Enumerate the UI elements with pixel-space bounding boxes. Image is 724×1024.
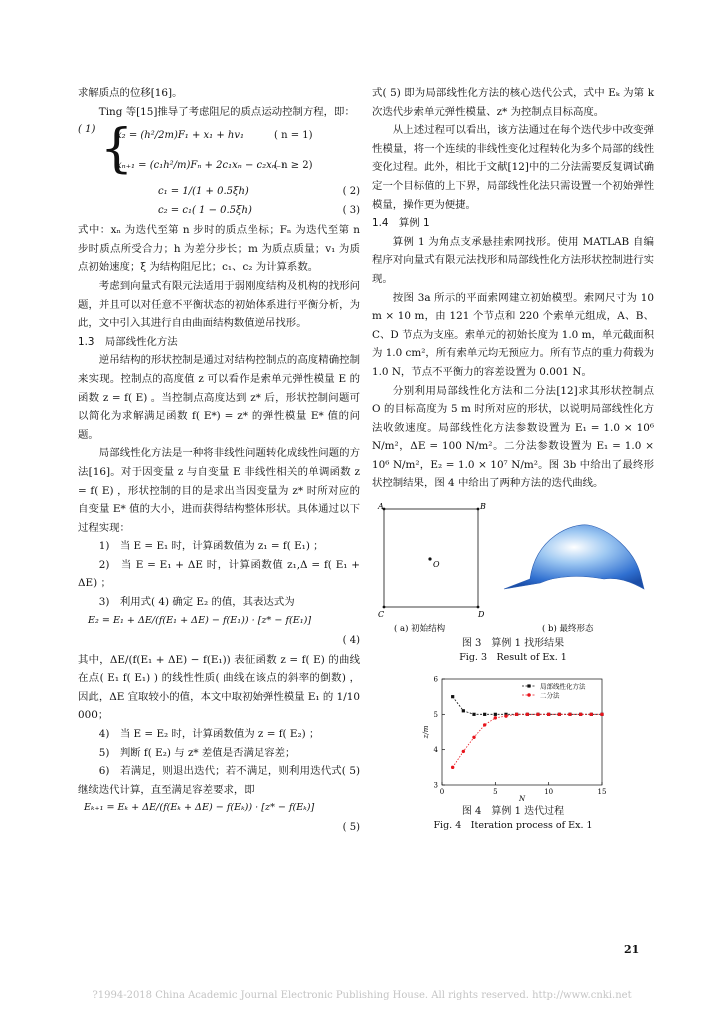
legend-label-1: 局部线性化方法 [540, 682, 586, 691]
data-point-series-2 [472, 736, 475, 739]
equation-3 [78, 202, 360, 221]
right-paragraph-5: 分别利用局部线性化方法和二分法[12]求其形状控制点 O 的目标高度为 5 m 时所对应的形状，以说明局部线性化方法收敛速度。局部线性化方法参数设置为 E₁ = 1.0 × 10⁶ N/m²，ΔE = 100 N/m²。二分法参数设置为 E₁ = 1.0 × 10⁶ N/m²，E₂ = 1.0 × 10⁷ N/m²。图 3b 中给出了最终形状控制结果，图 4 中给出了两种方法的迭代曲线。 [372, 384, 654, 490]
data-point-series-2 [600, 713, 603, 716]
equation-5-body: Eₖ₊₁ = Eₖ + ΔE/(f(Eₖ + ΔE) − f(Eₖ)) · [z* − f(Eₖ)] [84, 802, 315, 814]
left-paragraph-5: 逆吊结构的形状控制是通过对结构控制点的高度精确控制来实现。控制点的高度值 z 可以看作是索单元弹性模量 E 的函数 z = f( E) 。当控制点高度达到 z* 后，形状控制问题可以简化为求解满足函数 f( E*) = z* 的弹性模量 E* 值的问题。 [78, 354, 360, 441]
figure-3-caption-cn: 图 3 算例 1 找形结果 [461, 638, 565, 650]
figure-3a-label: ( a) 初始结构 [394, 624, 446, 635]
equation-4-body: E₂ = E₁ + ΔE/(f(E₁ + ΔE) − f(E₁)) · [z* − f(E₁)] [88, 614, 312, 626]
left-column [78, 84, 360, 838]
x-axis-label: N [518, 795, 526, 802]
equation-2-body: c₁ = 1/(1 + 0.5ξh) [158, 186, 249, 198]
equation-2-number: ( 2) [342, 186, 360, 198]
figure-3 [372, 503, 654, 635]
y-tick-label: 3 [433, 781, 438, 790]
left-paragraph-1: 求解质点的位移[16]。 [78, 87, 183, 99]
data-point-series-2 [515, 713, 518, 716]
right-paragraph-3: 算例 1 为角点支承悬挂索网找形。使用 MATLAB 自编程序对向量式有限元法找形和局部线性化方法形状控制进行实现。 [372, 235, 654, 285]
right-column [372, 84, 654, 833]
footer-copyright: ?1994-2018 China Academic Journal Electronic Publishing House. All rights reserved. http://www.cnki.net [92, 990, 632, 1001]
equation-4 [78, 612, 360, 632]
right-paragraph-2: 从上述过程可以看出，该方法通过在每个迭代步中改变弹性模量，将一个连续的非线性变化过程转化为多个局部的线性变化过程。此外，相比于文献[12]中的二分法需要反复调试确定一个目标值的上下界，局部线性化法只需设置一个初始弹性模量，操作更为便捷。 [372, 124, 654, 211]
equation-4-number: ( 4) [342, 634, 360, 646]
label-d: D [478, 610, 485, 620]
data-point-series-1 [483, 713, 486, 716]
step-1: 1) 当 E = E₁ 时，计算函数值为 z₁ = f( E₁) ； [98, 540, 324, 553]
figure-4-chart [372, 673, 654, 801]
right-paragraph-1: 式( 5) 即为局部线性化方法的核心迭代公式，式中 Eₖ 为第 k 次迭代步索单元弹性模量、z* 为控制点目标高度。 [372, 87, 654, 118]
step-4: 4) 当 E = E₂ 时，计算函数值为 z = f( E₂) ； [98, 728, 320, 741]
figure-4-caption-en: Fig. 4 Iteration process of Ex. 1 [433, 820, 593, 832]
right-paragraph-4: 按图 3a 所示的平面索网建立初始模型。索网尺寸为 10 m × 10 m，由 121 个节点和 220 个索单元组成，A、B、C、D 节点为支座。索单元的初始长度为 1.0 m，单元截面积为 1.0 cm²，所有索单元均无预应力。所有节点的重力荷载为 1.0 N，节点不平衡力的容差设置为 0.001 N。 [372, 291, 654, 378]
data-point-series-1 [472, 713, 475, 716]
data-point-series-2 [494, 716, 497, 719]
left-paragraph-6: 局部线性化方法是一种将非线性问题转化成线性问题的方法[16]。对于因变量 z 与自变量 E 非线性相关的单调函数 z = f( E) ，形状控制的目的是求出当因变量为 z* 时所对应的自变量 E* 值的大小，进而获得结构整体形状。具体通过以下过程实现： [78, 447, 360, 534]
section-heading-1-3: 1.3 局部线性化方法 [78, 335, 178, 348]
equation-1-number: ( 1) [78, 124, 96, 136]
series-line-1 [453, 697, 602, 715]
equation-1b-condition: ( n ≥ 2) [274, 160, 313, 172]
data-point-series-2 [483, 723, 486, 726]
data-point-series-1 [462, 709, 465, 712]
data-point-series-2 [558, 713, 561, 716]
figure-4-caption-cn: 图 4 算例 1 迭代过程 [461, 806, 565, 818]
equation-brace: { [100, 119, 134, 180]
x-tick-label: 5 [493, 788, 498, 797]
support-d-point [477, 606, 480, 609]
x-tick-label: 10 [544, 788, 554, 797]
final-shape-dome [504, 525, 644, 589]
data-point-series-2 [462, 750, 465, 753]
figure-3b-label: ( b) 最终形态 [542, 624, 594, 635]
data-point-series-1 [494, 713, 497, 716]
equation-3-number: ( 3) [342, 205, 360, 217]
data-point-series-1 [451, 695, 454, 698]
data-point-series-2 [536, 713, 539, 716]
equation-5-number-row [78, 819, 360, 838]
y-axis-label: z/m [422, 725, 430, 739]
left-paragraph-4: 考虑到向量式有限元法适用于弱刚度结构及机构的找形问题，并且可以对任意不平衡状态的初始体系进行平衡分析，为此，文中引入其进行自由曲面结构数值逆吊找形。 [78, 279, 360, 330]
y-tick-label: 6 [433, 675, 438, 684]
y-tick-label: 5 [433, 710, 438, 719]
label-c: C [378, 610, 385, 620]
left-paragraph-7: 其中，ΔE/(f(E₁ + ΔE) − f(E₁)) 表征函数 z = f( E) 的曲线在点( E₁ f( E₁) ) 的线性性质( 曲线在该点的斜率的倒数) ，因此，ΔE 宜取较小的值，本文中取初始弹性模量 E₁ 的 1/10 000； [78, 653, 360, 722]
step-6: 6) 若满足，则退出迭代；若不满足，则利用迭代式( 5) 继续迭代计算，直至满足容差要求，即 [78, 765, 360, 796]
support-b-point [477, 508, 480, 511]
data-point-series-2 [568, 713, 571, 716]
x-tick-label: 0 [439, 788, 445, 797]
data-point-series-2 [451, 766, 454, 769]
equation-1a: x₂ = (h²/2m)F₁ + x₁ + hv₁ [116, 130, 245, 142]
step-3: 3) 利用式( 4) 确定 E₂ 的值，其表达式为 [98, 596, 295, 609]
equation-1b: xₙ₊₁ = (c₁h²/m)Fₙ + 2c₁xₙ − c₂xₙ₋₁ [116, 160, 286, 172]
data-point-series-2 [590, 713, 593, 716]
equation-5-number: ( 5) [342, 822, 360, 834]
control-point-o [428, 557, 431, 560]
figure-3-graphic [372, 503, 654, 635]
data-point-series-2 [504, 714, 507, 717]
step-2: 2) 当 E = E₁ + ΔE 时，计算函数值 z₁,Δ = f( E₁ + ΔE) ； [78, 558, 360, 590]
legend-label-2: 二分法 [540, 691, 560, 700]
equation-1a-condition: ( n = 1) [274, 130, 313, 142]
data-point-series-2 [579, 713, 582, 716]
left-paragraph-2: Ting 等[15]推导了考虑阻尼的质点运动控制方程，即： [98, 105, 355, 118]
legend-marker-2 [527, 693, 530, 696]
equation-1 [78, 121, 360, 183]
equation-5 [78, 799, 360, 819]
equation-3-body: c₂ = c₁( 1 − 0.5ξh) [158, 205, 252, 217]
equation-4-number-row [78, 632, 360, 651]
data-point-series-2 [547, 713, 550, 716]
y-tick-label: 4 [433, 746, 438, 755]
support-c-point [383, 606, 386, 609]
section-heading-1-4: 1.4 算例 1 [372, 217, 430, 230]
data-point-series-2 [526, 713, 529, 716]
series-line-2 [453, 714, 602, 767]
x-tick-label: 15 [597, 788, 607, 797]
equation-2 [78, 183, 360, 202]
figure-3-caption-en: Fig. 3 Result of Ex. 1 [459, 652, 567, 664]
legend-marker-1 [527, 684, 530, 687]
label-a: A [378, 503, 384, 512]
page-number: 21 [624, 943, 640, 956]
label-b: B [480, 503, 486, 512]
label-o: O [433, 560, 440, 570]
figure-4 [372, 673, 654, 801]
left-paragraph-3: 式中：xₙ 为迭代至第 n 步时的质点坐标；Fₙ 为迭代至第 n 步时质点所受合力；h 为差分步长；m 为质点质量；v₁ 为质点初始速度；ξ 为结构阻尼比；c₁、c₂ 为计算系数。 [78, 224, 360, 274]
step-5: 5) 判断 f( E₂) 与 z* 差值是否满足容差； [98, 746, 296, 759]
